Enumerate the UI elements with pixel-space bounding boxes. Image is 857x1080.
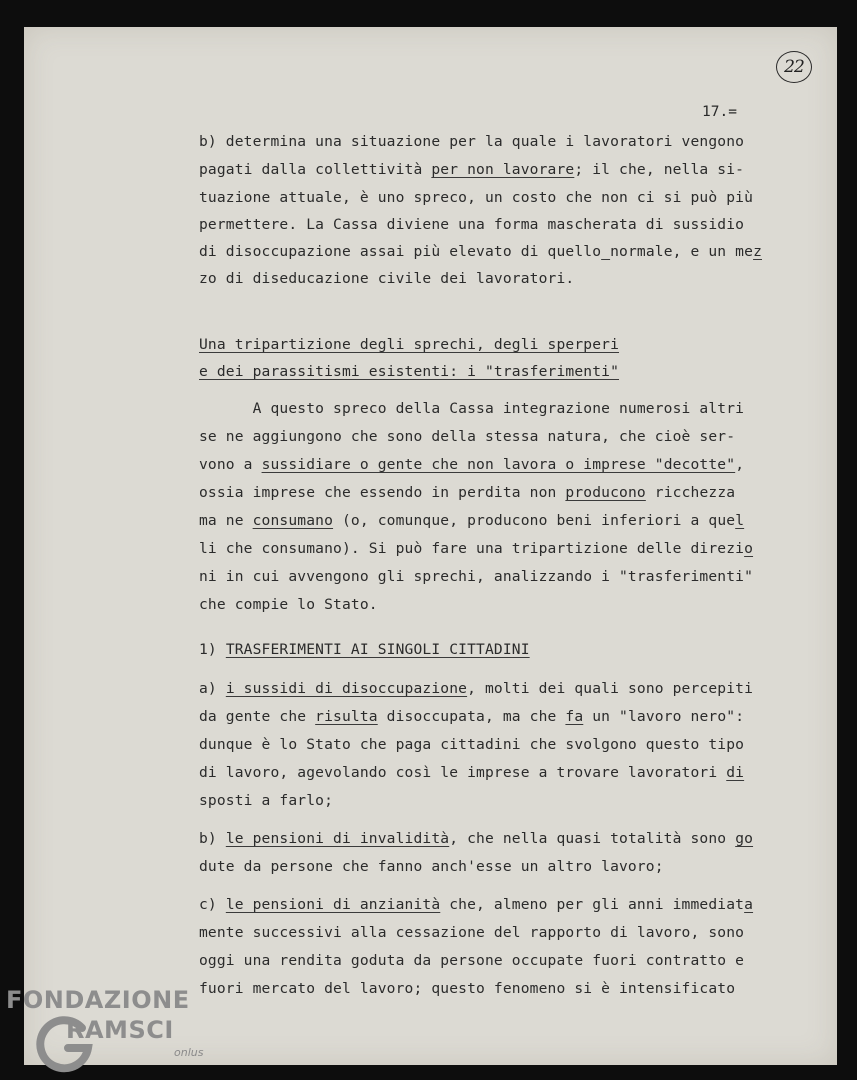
underlined-text: le pensioni di anzianità bbox=[225, 896, 441, 913]
text-segment: (o, comunque, producono beni inferiori a que bbox=[333, 512, 736, 529]
text-line bbox=[199, 189, 753, 206]
text-segment: che compie lo Stato. bbox=[199, 596, 378, 613]
text-line bbox=[199, 980, 735, 997]
text-segment: , molti dei quali sono percepiti bbox=[467, 680, 754, 697]
text-line bbox=[199, 708, 744, 725]
text-line bbox=[199, 400, 744, 417]
text-line bbox=[199, 764, 744, 781]
underlined-text: producono bbox=[565, 484, 646, 501]
text-segment: , che nella quasi totalità sono bbox=[449, 830, 736, 847]
underlined-text: fa bbox=[565, 708, 584, 725]
text-line bbox=[199, 952, 744, 969]
section-heading-line bbox=[199, 363, 619, 380]
text-segment: di lavoro, agevolando così le imprese a trovare lavoratori bbox=[199, 764, 727, 781]
text-line bbox=[199, 924, 744, 941]
text-line bbox=[199, 456, 744, 473]
text-line bbox=[199, 161, 744, 178]
text-line bbox=[199, 428, 735, 445]
text-segment: ma ne bbox=[199, 512, 253, 529]
underlined-text: go bbox=[735, 830, 754, 847]
text-line bbox=[199, 540, 753, 557]
text-line bbox=[199, 596, 378, 613]
underlined-text: TRASFERIMENTI AI SINGOLI CITTADINI bbox=[225, 641, 530, 658]
text-line bbox=[199, 216, 744, 233]
underlined-text: l bbox=[735, 512, 745, 529]
watermark-line-1: FONDAZIONE bbox=[6, 986, 190, 1014]
text-segment: vono a bbox=[199, 456, 262, 473]
text-segment: a) bbox=[199, 680, 226, 697]
text-segment: zo di diseducazione civile dei lavoratori. bbox=[199, 270, 575, 287]
underlined-text: Una tripartizione degli sprechi, degli sperperi bbox=[199, 336, 620, 353]
underlined-text: risulta bbox=[315, 708, 378, 725]
underlined-text: z bbox=[753, 243, 762, 260]
text-segment: fuori mercato del lavoro; questo fenomeno si è intensificato bbox=[199, 980, 736, 997]
text-line bbox=[199, 512, 744, 529]
text-segment: li che consumano). Si può fare una tripartizione delle direzi bbox=[199, 540, 745, 557]
section-heading-line bbox=[199, 336, 619, 353]
text-segment: da gente che bbox=[199, 708, 316, 725]
text-line bbox=[199, 133, 744, 150]
text-line bbox=[199, 736, 744, 753]
text-line bbox=[199, 243, 762, 260]
underlined-text: per non lavorare bbox=[431, 161, 575, 178]
underlined-text: di bbox=[726, 764, 745, 781]
text-segment: ; il che, nella si- bbox=[574, 161, 745, 178]
text-segment: , bbox=[735, 456, 745, 473]
text-segment: b) determina una situazione per la quale i lavoratori vengono bbox=[199, 133, 745, 150]
underlined-text: i sussidi di disoccupazione bbox=[225, 680, 468, 697]
underlined-text: le pensioni di invalidità bbox=[225, 830, 450, 847]
text-segment: A questo spreco della Cassa integrazione numerosi altri bbox=[199, 400, 745, 417]
text-segment: dunque è lo Stato che paga cittadini che svolgono questo tipo bbox=[199, 736, 745, 753]
text-segment: mente successivi alla cessazione del rapporto di lavoro, sono bbox=[199, 924, 745, 941]
text-line bbox=[199, 792, 333, 809]
watermark-line-2: RAMSCI bbox=[66, 1016, 174, 1044]
underlined-text: o bbox=[744, 540, 754, 557]
text-segment: ossia imprese che essendo in perdita non bbox=[199, 484, 566, 501]
text-segment: dute da persone che fanno anch'esse un altro lavoro; bbox=[199, 858, 664, 875]
text-segment: tuazione attuale, è uno spreco, un costo che non ci si può più bbox=[199, 189, 754, 206]
archive-page-stamp bbox=[776, 51, 812, 83]
text-segment: disoccupata, ma che bbox=[377, 708, 566, 725]
underlined-text: sussidiare o gente che non lavora o imprese "decotte" bbox=[261, 456, 736, 473]
text-segment: b) bbox=[199, 830, 226, 847]
text-segment: ni in cui avvengono gli sprechi, analizzando i "trasferimenti" bbox=[199, 568, 754, 585]
text-segment: permettere. La Cassa diviene una forma mascherata di sussidio bbox=[199, 216, 745, 233]
list-item-line bbox=[199, 830, 753, 847]
text-line bbox=[199, 568, 753, 585]
text-segment: di disoccupazione assai più elevato di quello bbox=[199, 243, 602, 260]
section-heading-line bbox=[199, 641, 530, 658]
underlined-text: a bbox=[744, 896, 754, 913]
archive-page-number: 22 bbox=[784, 57, 804, 77]
text-segment: che, almeno per gli anni immediat bbox=[440, 896, 745, 913]
list-item-line bbox=[199, 896, 753, 913]
watermark-line-3: onlus bbox=[174, 1046, 204, 1059]
text-segment: oggi una rendita goduta da persone occupate fuori contratto e bbox=[199, 952, 745, 969]
text-segment: c) bbox=[199, 896, 226, 913]
fondazione-gramsci-watermark bbox=[6, 986, 216, 1078]
text-line bbox=[199, 484, 735, 501]
underlined-text: consumano bbox=[252, 512, 334, 529]
text-segment: sposti a farlo; bbox=[199, 792, 334, 809]
underlined-text: e dei parassitismi esistenti: i "trasferimenti" bbox=[199, 363, 620, 380]
text-segment: pagati dalla collettività bbox=[199, 161, 432, 178]
text-line bbox=[199, 270, 574, 287]
underlined-text bbox=[601, 243, 610, 260]
text-line bbox=[199, 858, 664, 875]
text-segment: ricchezza bbox=[645, 484, 736, 501]
list-item-line bbox=[199, 680, 753, 697]
text-segment: un "lavoro nero": bbox=[583, 708, 745, 725]
text-segment: 1) bbox=[199, 641, 226, 658]
typed-page-number: 17.= bbox=[702, 104, 737, 120]
text-segment: normale, e un me bbox=[610, 243, 754, 260]
text-segment: se ne aggiungono che sono della stessa natura, che cioè ser- bbox=[199, 428, 736, 445]
